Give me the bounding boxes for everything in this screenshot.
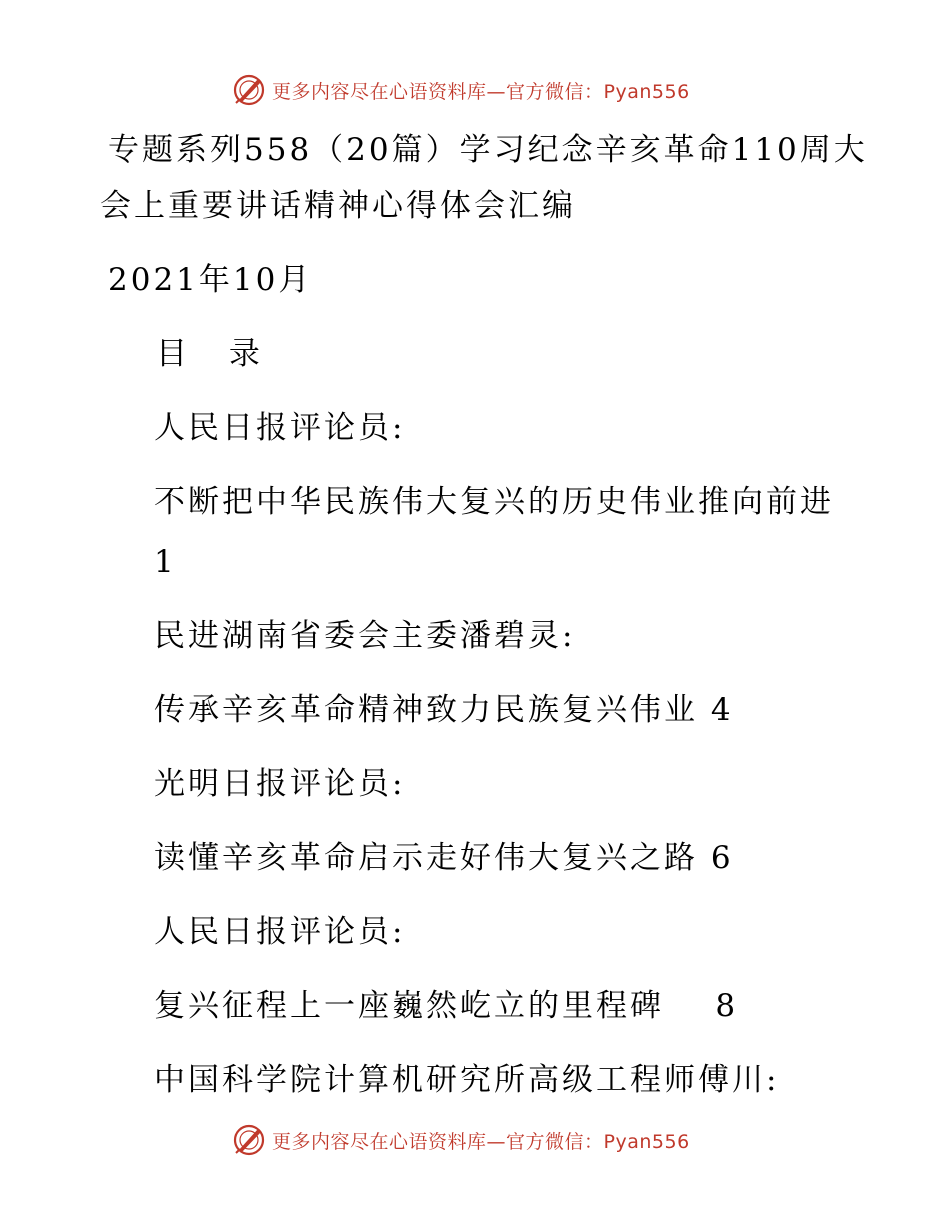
document-title-line-2: 会上重要讲话精神心得体会汇编 (100, 188, 576, 224)
toc-heading: 目 录 (156, 336, 276, 372)
watermark-text: 更多内容尽在心语资料库—官方微信：Pyan556 (272, 80, 690, 103)
toc-author-line: 人民日报评论员: (154, 914, 406, 950)
document-title-line-1: 专题系列558（20篇）学习纪念辛亥革命110周大 (108, 132, 868, 168)
watermark-header (232, 72, 690, 108)
toc-author-line: 民进湖南省委会主委潘碧灵: (154, 618, 576, 654)
toc-author-line: 人民日报评论员: (154, 410, 406, 446)
toc-author-line: 中国科学院计算机研究所高级工程师傅川: (154, 1062, 780, 1098)
toc-title-line: 复兴征程上一座巍然屹立的里程碑 8 (154, 988, 739, 1024)
toc-author-line: 光明日报评论员: (154, 766, 406, 802)
quill-seal-icon (232, 73, 266, 107)
toc-title-line: 不断把中华民族伟大复兴的历史伟业推向前进 (154, 484, 834, 520)
toc-title-line: 读懂辛亥革命启示走好伟大复兴之路 6 (154, 840, 734, 876)
document-date: 2021年10月 (108, 262, 313, 298)
watermark-text: 更多内容尽在心语资料库—官方微信：Pyan556 (272, 1130, 690, 1153)
toc-page-number: 1 (154, 544, 177, 580)
toc-title-line: 传承辛亥革命精神致力民族复兴伟业 4 (154, 692, 734, 728)
quill-seal-icon (232, 1123, 266, 1157)
watermark-footer (232, 1122, 690, 1158)
